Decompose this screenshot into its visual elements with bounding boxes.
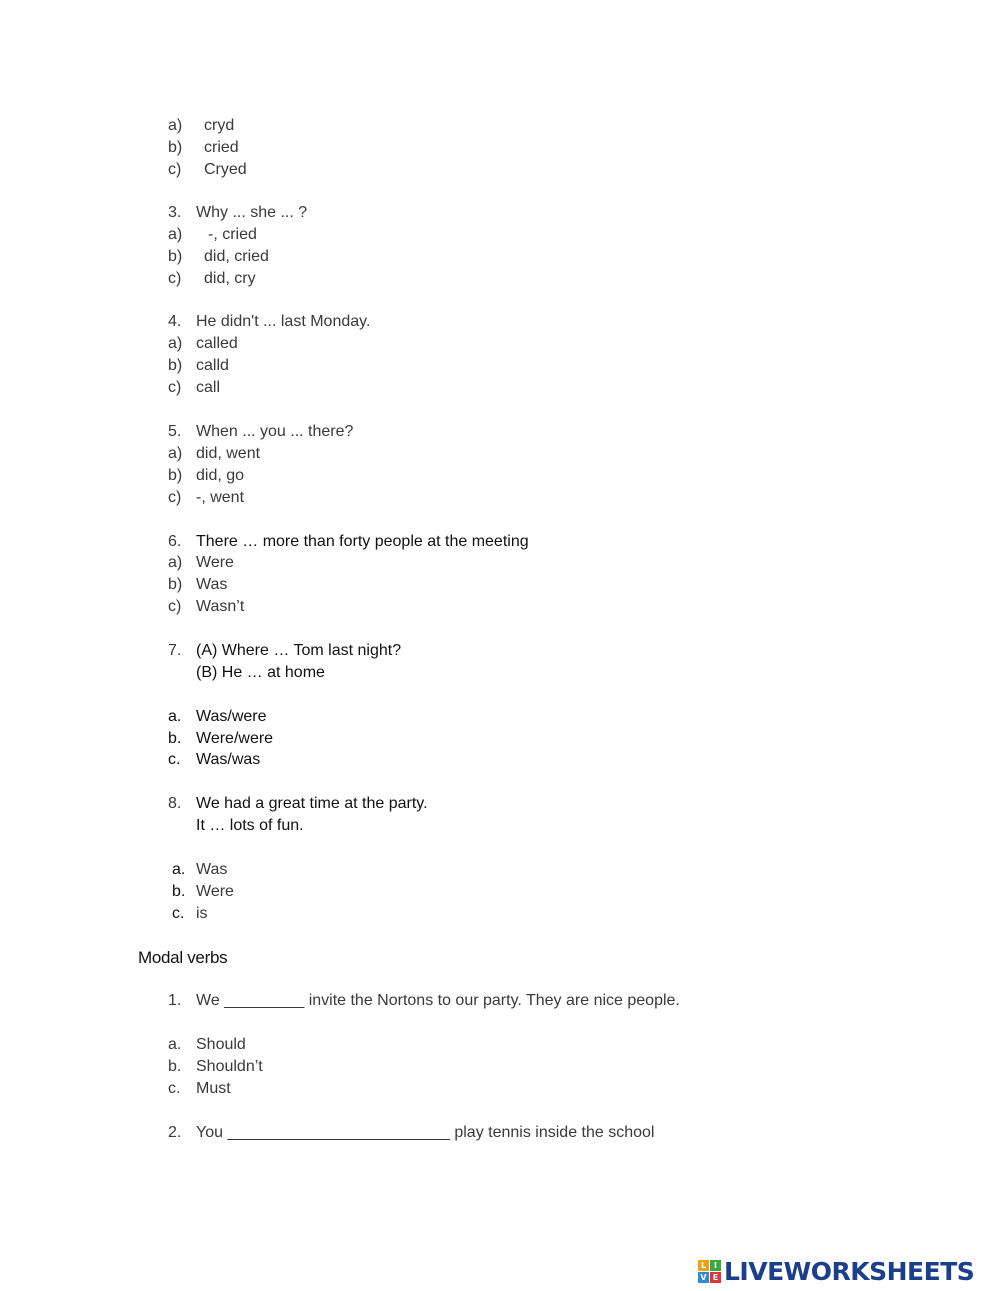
question-text: (A) Where … Tom last night? [196,642,402,659]
logo-block-l: L [698,1260,709,1271]
option-text: cryd [204,117,235,134]
question-text: When ... you ... there? [196,423,354,440]
section-heading: Modal verbs [138,948,228,967]
logo-block-v: V [698,1272,709,1283]
option-text: call [196,379,221,396]
option-label: b) [168,357,183,374]
question-number: 2. [168,1124,182,1141]
question-text: We had a great time at the party. [196,795,428,812]
logo-blocks-icon [698,1260,721,1283]
question-number: 8. [168,795,182,812]
option-text: did, cried [204,248,269,265]
option-text: called [196,335,238,352]
question-text: He didn't ... last Monday. [196,313,371,330]
option-label: a. [172,861,186,878]
option-text: did, cry [204,270,256,287]
question-text: Why ... she ... ? [196,204,308,221]
option-text: Were [196,883,234,900]
option-label: a) [168,226,183,243]
option-label: a. [168,1036,182,1053]
question-number: 6. [168,533,182,550]
option-label: a. [168,708,182,725]
option-label: c) [168,379,182,396]
question-number: 7. [168,642,182,659]
option-label: c) [168,598,182,615]
option-label: c. [168,1080,181,1097]
question-text: It … lots of fun. [196,817,304,834]
option-label: b) [168,248,183,265]
option-text: Should [196,1036,246,1053]
option-text: Must [196,1080,231,1097]
logo-block-i: I [710,1260,721,1271]
question-number: 5. [168,423,182,440]
option-text: Was [196,861,228,878]
option-text: did, went [196,445,261,462]
option-text: -, went [196,489,245,506]
option-text: Were/were [196,730,274,747]
option-label: a) [168,554,183,571]
option-label: a) [168,117,183,134]
option-text: Shouldn’t [196,1058,263,1075]
option-text: calld [196,357,229,374]
option-label: a) [168,445,183,462]
option-label: b. [168,1058,182,1075]
question-text: You _________________________ play tennis inside the school [196,1124,655,1141]
option-label: c. [168,751,181,768]
option-text: cried [204,139,239,156]
option-text: did, go [196,467,245,484]
question-number: 1. [168,992,182,1009]
option-text: -, cried [208,226,257,243]
option-label: b. [172,883,186,900]
option-text: Cryed [204,161,247,178]
question-text: There … more than forty people at the meeting [196,533,529,550]
option-text: is [196,905,208,922]
option-label: a) [168,335,183,352]
question-number: 3. [168,204,182,221]
option-label: c. [172,905,185,922]
option-label: c) [168,489,182,506]
question-text: (B) He … at home [196,664,325,681]
option-label: b) [168,139,183,156]
option-label: c) [168,161,182,178]
option-label: b) [168,467,183,484]
option-text: Was [196,576,228,593]
option-label: b) [168,576,183,593]
option-label: b. [168,730,182,747]
option-text: Was/was [196,751,261,768]
liveworksheets-logo [698,1256,974,1286]
option-label: c) [168,270,182,287]
option-text: Wasn’t [196,598,245,615]
logo-block-e: E [710,1272,721,1283]
option-text: Were [196,554,234,571]
question-number: 4. [168,313,182,330]
option-text: Was/were [196,708,267,725]
question-text: We _________ invite the Nortons to our party. They are nice people. [196,992,680,1009]
logo-text: LIVEWORKSHEETS [724,1256,975,1286]
